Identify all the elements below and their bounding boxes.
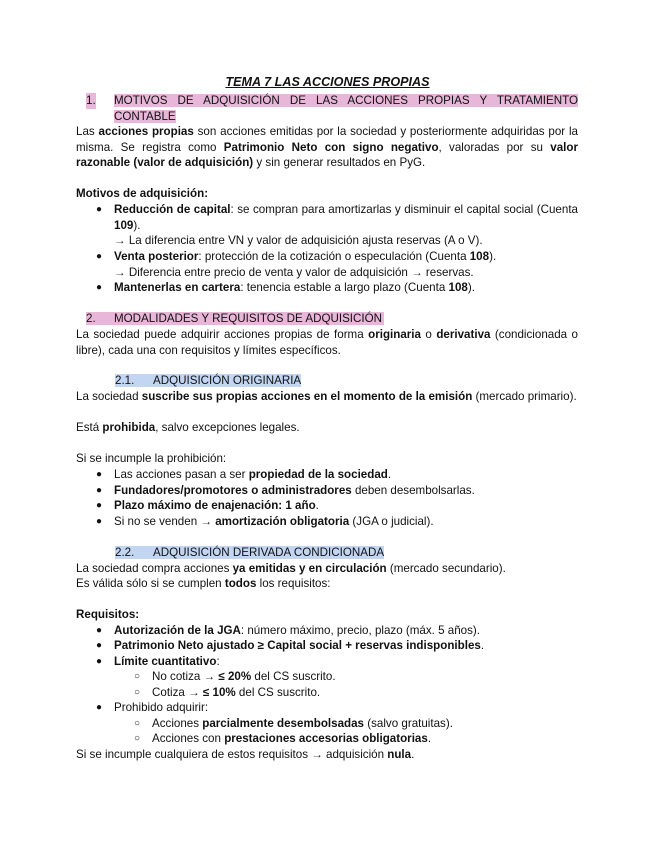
- final-note: Si se incumple cualquiera de estos requisitos → adquisición nula.: [76, 748, 415, 761]
- section-2-1-paragraph: La sociedad suscribe sus propias acciones en el momento de la emisión (mercado primario).: [76, 390, 577, 403]
- list-item-venta: ● Venta posterior: protección de la cotización o especulación (Cuenta 108). → Diferencia entre precio de venta y valor de adquisición → reservas.: [96, 249, 578, 280]
- circle-bullet-icon: ○: [134, 718, 141, 729]
- section-2-1-title: ADQUISICIÓN ORIGINARIA: [153, 374, 302, 387]
- list-item: ● Las acciones pasan a ser propiedad de la sociedad.: [96, 468, 392, 481]
- list-item: ● Límite cuantitativo:: [96, 655, 220, 668]
- sub-list-item: ○ Acciones parcialmente desembolsadas (salvo gratuitas).: [134, 717, 453, 730]
- section-2-heading: [86, 311, 384, 327]
- bullet-icon: ●: [96, 204, 103, 215]
- circle-bullet-icon: ○: [134, 733, 141, 744]
- bullet-icon: ●: [96, 251, 103, 262]
- requisitos-label: Requisitos:: [76, 608, 140, 621]
- list-note: → Diferencia entre precio de venta y valor de adquisición → reservas.: [114, 265, 474, 279]
- list-item: ● Plazo máximo de enajenación: 1 año.: [96, 499, 319, 512]
- list-item-reduccion: ● Reducción de capital: se compran para amortizarlas y disminuir el capital social (Cuenta 109). → La diferencia entre VN y valor de adquisición ajusta reservas (A o V).: [96, 203, 578, 247]
- list-item: ● Patrimonio Neto ajustado ≥ Capital social + reservas indisponibles.: [96, 639, 485, 652]
- bullet-icon: ●: [96, 485, 103, 496]
- section-1-number: 1.: [86, 94, 96, 107]
- section-2-intro: La sociedad puede adquirir acciones propias de forma originaria o derivativa (condicionada o libre), cada una con requisitos y límites específicos.: [76, 328, 579, 357]
- list-note: → La diferencia entre VN y valor de adquisición ajusta reservas (A o V).: [114, 234, 483, 247]
- bullet-icon: ●: [96, 516, 103, 527]
- section-1-intro: Las acciones propias son acciones emitidas por la sociedad y posteriormente adquiridas por la misma. Se registra como Patrimonio Neto con signo negativo, valoradas por su valor razonable (valor de adquisición) y sin generar resultados en PyG.: [76, 125, 578, 169]
- bullet-icon: ●: [96, 640, 103, 651]
- bullet-icon: ●: [96, 469, 103, 480]
- section-2-2-number: 2.2.: [115, 546, 135, 559]
- section-2-number: 2.: [86, 312, 96, 325]
- bullet-icon: ●: [96, 656, 103, 667]
- sub-list-item: ○ Cotiza → ≤ 10% del CS suscrito.: [134, 686, 321, 699]
- incumple-label: Si se incumple la prohibición:: [76, 452, 227, 465]
- section-1-title: MOTIVOS DE ADQUISICIÓN DE LAS ACCIONES PROPIAS Y TRATAMIENTO CONTABLE: [114, 94, 578, 123]
- section-2-2-paragraph: La sociedad compra acciones ya emitidas y en circulación (mercado secundario).: [76, 562, 506, 575]
- bullet-icon: ●: [96, 282, 103, 293]
- bullet-icon: ●: [96, 625, 103, 636]
- circle-bullet-icon: ○: [134, 687, 141, 698]
- section-2-2-heading: [115, 545, 384, 561]
- list-item: ● Si no se venden → amortización obligatoria (JGA o judicial).: [96, 515, 434, 528]
- section-2-1-heading: [115, 373, 301, 389]
- bullet-icon: ●: [96, 702, 103, 713]
- section-2-1-number: 2.1.: [115, 374, 135, 387]
- section-2-title: MODALIDADES Y REQUISITOS DE ADQUISICIÓN: [114, 312, 383, 325]
- bullet-icon: ●: [96, 500, 103, 511]
- section-2-1-prohibida: Está prohibida, salvo excepciones legales.: [76, 421, 300, 434]
- section-2-2-title: ADQUISICIÓN DERIVADA CONDICIONADA: [153, 546, 385, 559]
- section-1-heading: [86, 93, 578, 124]
- motivos-label: Motivos de adquisición:: [76, 187, 209, 200]
- list-item-cartera: ● Mantenerlas en cartera: tenencia estable a largo plazo (Cuenta 108).: [96, 281, 475, 294]
- circle-bullet-icon: ○: [134, 671, 141, 682]
- sub-list-item: ○ Acciones con prestaciones accesorias obligatorias.: [134, 732, 432, 745]
- list-item: ● Prohibido adquirir:: [96, 701, 209, 714]
- section-2-2-valida: Es válida sólo si se cumplen todos los requisitos:: [76, 577, 331, 590]
- list-item: ● Autorización de la JGA: número máximo, precio, plazo (máx. 5 años).: [96, 624, 480, 637]
- sub-list-item: ○ No cotiza → ≤ 20% del CS suscrito.: [134, 670, 336, 683]
- document-title: TEMA 7 LAS ACCIONES PROPIAS: [225, 75, 430, 89]
- list-item: ● Fundadores/promotores o administradores deben desembolsarlas.: [96, 484, 475, 497]
